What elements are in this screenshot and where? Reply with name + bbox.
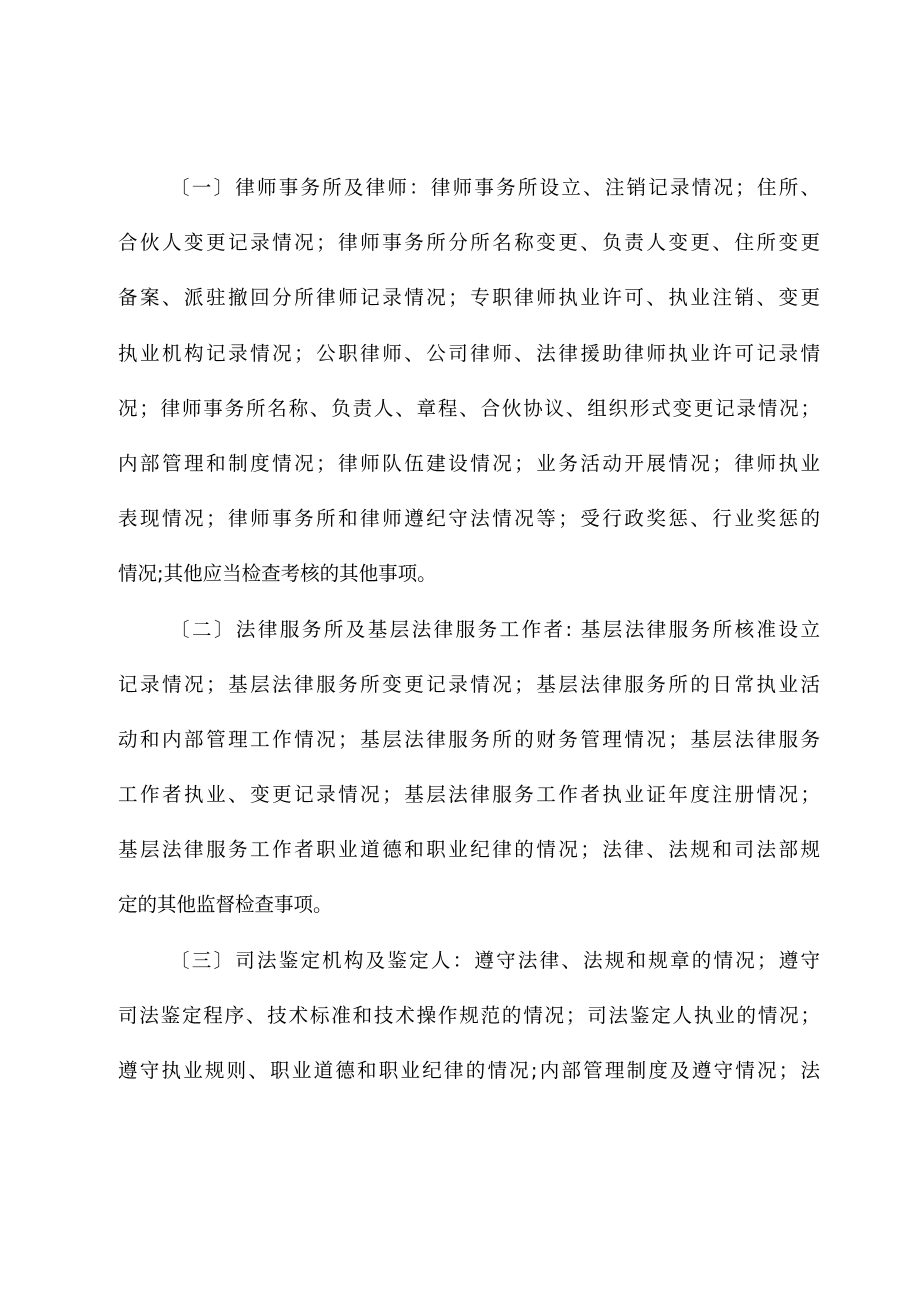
paragraph-line: 遵守执业规则、职业道德和职业纪律的情况;内部管理制度及遵守情况；法 <box>118 1059 820 1082</box>
paragraph-line: 动和内部管理工作情况；基层法律服务所的财务管理情况；基层法律服务 <box>118 727 820 751</box>
paragraph-line: 基层法律服务工作者职业道德和职业纪律的情况；法律、法规和司法部规 <box>118 838 820 862</box>
paragraph-line: 〔一〕律师事务所及律师：律师事务所设立、注销记录情况；住所、 <box>170 176 820 199</box>
paragraph-line: 合伙人变更记录情况；律师事务所分所名称变更、负责人变更、住所变更 <box>118 231 820 255</box>
paragraph-line: 定的其他监督检查事项。 <box>118 893 333 917</box>
paragraph-line: 表现情况；律师事务所和律师遵纪守法情况等；受行政奖惩、行业奖惩的 <box>118 507 820 531</box>
paragraph-line: 记录情况；基层法律服务所变更记录情况；基层法律服务所的日常执业活 <box>118 672 820 696</box>
paragraph-line: 内部管理和制度情况；律师队伍建设情况；业务活动开展情况；律师执业 <box>118 451 820 475</box>
paragraph-line: 司法鉴定程序、技术标准和技术操作规范的情况；司法鉴定人执业的情况； <box>118 1003 820 1027</box>
paragraph-line: 执业机构记录情况；公职律师、公司律师、法律援助律师执业许可记录情 <box>118 341 820 365</box>
paragraph-line: 备案、派驻撤回分所律师记录情况；专职律师执业许可、执业注销、变更 <box>118 286 820 310</box>
paragraph-line: 况；律师事务所名称、负责人、章程、合伙协议、组织形式变更记录情况； <box>118 396 820 420</box>
paragraph-line: 工作者执业、变更记录情况；基层法律服务工作者执业证年度注册情况； <box>118 783 820 807</box>
document-body <box>118 160 820 1098</box>
paragraph-3 <box>118 933 820 1099</box>
paragraph-2 <box>118 602 820 933</box>
paragraph-line: 情况;其他应当检查考核的其他事项。 <box>118 562 437 586</box>
paragraph-line: 〔三〕司法鉴定机构及鉴定人：遵守法律、法规和规章的情况；遵守 <box>170 948 820 972</box>
paragraph-line: 〔二〕法律服务所及基层法律服务工作者: 基层法律服务所核准设立 <box>170 617 820 641</box>
paragraph-1 <box>118 160 820 602</box>
